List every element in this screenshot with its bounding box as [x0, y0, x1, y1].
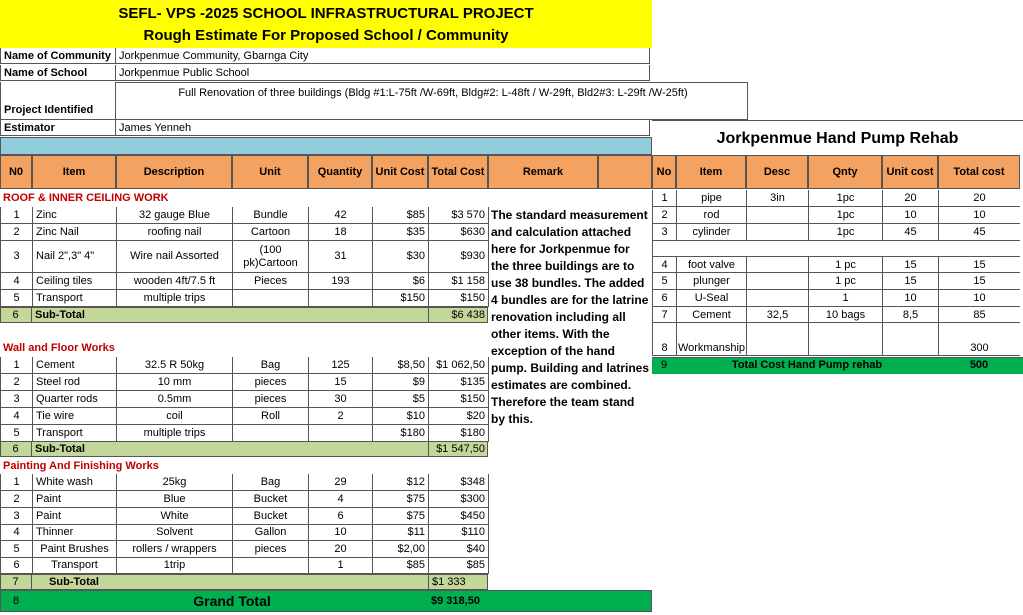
- table-cell: 18: [308, 224, 372, 241]
- table-cell: Solvent: [116, 524, 232, 541]
- table-cell: multiple trips: [116, 290, 232, 307]
- info-value: Jorkpenmue Community, Gbarnga City: [116, 48, 650, 64]
- table-cell: $8,50: [372, 357, 428, 374]
- table-cell: Thinner: [32, 524, 116, 541]
- column-header-total_cost: Total Cost: [428, 155, 488, 189]
- table-cell: $630: [428, 224, 488, 241]
- table-cell: Tie wire: [32, 408, 116, 425]
- table-cell: 32 gauge Blue: [116, 207, 232, 224]
- table-cell: 42: [308, 207, 372, 224]
- table-cell: roofing nail: [116, 224, 232, 241]
- info-label: Name of School: [0, 65, 116, 81]
- table-cell: 1: [308, 557, 372, 574]
- pump-cell: plunger: [676, 273, 746, 290]
- pump-cell: 1: [652, 190, 676, 207]
- table-cell: $3 570: [428, 207, 488, 224]
- table-cell: 4: [0, 524, 32, 541]
- column-header-unit_cost: Unit Cost: [372, 155, 428, 189]
- pump-cell: [746, 257, 808, 273]
- pump-cell: [746, 273, 808, 290]
- table-cell: [232, 290, 308, 307]
- pump-cell: 15: [882, 273, 938, 290]
- table-cell: 1: [0, 357, 32, 374]
- pump-cell: 10: [882, 290, 938, 307]
- subtotal-value: $1 547,50: [428, 441, 488, 457]
- table-cell: 2: [0, 374, 32, 391]
- table-cell: Steel rod: [32, 374, 116, 391]
- table-cell: $348: [428, 474, 488, 491]
- table-cell: $110: [428, 524, 488, 541]
- subtotal-no: 7: [0, 574, 32, 590]
- table-cell: 3: [0, 391, 32, 408]
- column-header-quantity: Quantity: [308, 155, 372, 189]
- table-cell: Transport: [32, 290, 116, 307]
- table-cell: 29: [308, 474, 372, 491]
- table-cell: Transport: [32, 557, 116, 574]
- table-cell: $450: [428, 508, 488, 525]
- table-cell: $11: [372, 524, 428, 541]
- table-cell: rollers / wrappers: [116, 541, 232, 558]
- info-value: Full Renovation of three buildings (Bldg #1:L-75ft /W-69ft, Bldg#2: L-48ft / W-29ft, Bld2#3: L-29ft /W-25ft): [116, 82, 748, 120]
- table-cell: $20: [428, 408, 488, 425]
- info-label: Estimator: [0, 120, 116, 136]
- pump-cell: 10: [938, 290, 1020, 307]
- table-cell: 5: [0, 290, 32, 307]
- table-cell: 6: [308, 508, 372, 525]
- pump-header-qnty: Qnty: [808, 155, 882, 189]
- table-cell: $180: [372, 425, 428, 442]
- pump-cell: 7: [652, 307, 676, 323]
- pump-cell: 1pc: [808, 224, 882, 241]
- table-cell: Transport: [32, 425, 116, 442]
- table-cell: Cement: [32, 357, 116, 374]
- table-cell: Bucket: [232, 508, 308, 525]
- table-cell: 2: [308, 408, 372, 425]
- table-cell: White wash: [32, 474, 116, 491]
- grand-no: 8: [12, 595, 20, 607]
- table-cell: Paint: [32, 508, 116, 525]
- table-cell: Bundle: [232, 207, 308, 224]
- title-line1: SEFL- VPS -2025 SCHOOL INFRASTRUCTURAL PROJECT: [118, 5, 534, 22]
- pump-header-desc: Desc: [746, 155, 808, 189]
- table-cell: $1 062,50: [428, 357, 488, 374]
- grand-value: $9 318,50: [431, 595, 480, 607]
- table-cell: $9: [372, 374, 428, 391]
- column-header-description: Description: [116, 155, 232, 189]
- table-cell: [308, 425, 372, 442]
- table-cell: $35: [372, 224, 428, 241]
- table-cell: 2: [0, 491, 32, 508]
- divider: [488, 541, 489, 558]
- table-cell: 193: [308, 273, 372, 290]
- pump-total-value: 500: [969, 359, 989, 371]
- divider: [488, 491, 489, 508]
- pump-cell: 300: [938, 323, 1020, 356]
- column-header-unit: Unit: [232, 155, 308, 189]
- column-header-blank: [598, 155, 652, 189]
- table-cell: multiple trips: [116, 425, 232, 442]
- table-cell: coil: [116, 408, 232, 425]
- table-cell: $30: [372, 241, 428, 273]
- table-cell: $135: [428, 374, 488, 391]
- table-cell: $75: [372, 508, 428, 525]
- table-cell: Quarter rods: [32, 391, 116, 408]
- table-cell: $300: [428, 491, 488, 508]
- subtotal-label: Sub-Total: [35, 309, 85, 321]
- table-cell: [232, 557, 308, 574]
- info-value: Jorkpenmue Public School: [116, 65, 650, 81]
- pump-cell: 3: [652, 224, 676, 241]
- pump-blank-row: [652, 241, 1020, 257]
- column-header-item: Item: [32, 155, 116, 189]
- table-cell: $1 158: [428, 273, 488, 290]
- info-value: James Yenneh: [116, 120, 650, 136]
- pump-cell: 3in: [746, 190, 808, 207]
- table-cell: 30: [308, 391, 372, 408]
- pump-cell: 4: [652, 257, 676, 273]
- pump-cell: 1 pc: [808, 257, 882, 273]
- table-cell: Wire nail Assorted: [116, 241, 232, 273]
- table-cell: Bag: [232, 474, 308, 491]
- table-cell: $150: [428, 290, 488, 307]
- divider: [488, 524, 489, 541]
- pump-cell: 10: [882, 207, 938, 224]
- pump-cell: rod: [676, 207, 746, 224]
- table-cell: 4: [308, 491, 372, 508]
- pump-cell: 8: [652, 323, 676, 356]
- subtotal-value: $6 438: [428, 307, 488, 323]
- pump-cell: 6: [652, 290, 676, 307]
- pump-cell: pipe: [676, 190, 746, 207]
- pump-cell: 85: [938, 307, 1020, 323]
- table-cell: $10: [372, 408, 428, 425]
- pump-cell: [746, 207, 808, 224]
- pump-cell: 10: [938, 207, 1020, 224]
- remark-text: The standard measurement and calculation attached here for Jorkpenmue for the three buildings are to use 38 bundles. The added 4 bundles are for the latrine renovation including all other items. With the exception of the hand pump. Building and latrines estimates are combined. Therefore the team stand by this.: [491, 208, 649, 426]
- table-cell: $180: [428, 425, 488, 442]
- table-cell: 5: [0, 425, 32, 442]
- table-cell: [232, 425, 308, 442]
- table-cell: $75: [372, 491, 428, 508]
- table-cell: [308, 290, 372, 307]
- table-cell: $5: [372, 391, 428, 408]
- pump-cell: 15: [938, 273, 1020, 290]
- pump-header-unit_cost: Unit cost: [882, 155, 938, 189]
- pump-cell: 1 pc: [808, 273, 882, 290]
- table-cell: 10 mm: [116, 374, 232, 391]
- table-cell: $6: [372, 273, 428, 290]
- table-cell: 1trip: [116, 557, 232, 574]
- info-label: Name of Community: [0, 48, 116, 64]
- table-cell: $85: [428, 557, 488, 574]
- table-cell: $150: [372, 290, 428, 307]
- table-cell: 2: [0, 224, 32, 241]
- pump-header-no: No: [652, 155, 676, 189]
- band: [0, 137, 652, 155]
- subtotal-no: 6: [0, 307, 32, 323]
- table-cell: $150: [428, 391, 488, 408]
- table-cell: White: [116, 508, 232, 525]
- pump-header-item: Item: [676, 155, 746, 189]
- table-cell: Paint: [32, 491, 116, 508]
- subtotal-label: Sub-Total: [35, 443, 85, 455]
- pump-cell: 20: [882, 190, 938, 207]
- table-cell: 3: [0, 241, 32, 273]
- table-cell: 32.5 R 50kg: [116, 357, 232, 374]
- pump-cell: 10 bags: [808, 307, 882, 323]
- pump-title: Jorkpenmue Hand Pump Rehab: [652, 120, 1023, 156]
- table-cell: 1: [0, 207, 32, 224]
- table-cell: Zinc Nail: [32, 224, 116, 241]
- table-cell: 125: [308, 357, 372, 374]
- table-cell: $85: [372, 557, 428, 574]
- subtotal-value: $1 333: [428, 574, 488, 590]
- pump-cell: U-Seal: [676, 290, 746, 307]
- table-cell: Bag: [232, 357, 308, 374]
- table-cell: Cartoon: [232, 224, 308, 241]
- table-cell: 10: [308, 524, 372, 541]
- section-title-paint: Painting And Finishing Works: [3, 460, 159, 472]
- table-cell: $2,00: [372, 541, 428, 558]
- table-cell: $930: [428, 241, 488, 273]
- subtotal-no: 6: [0, 441, 32, 457]
- pump-cell: 45: [882, 224, 938, 241]
- pump-cell: 20: [938, 190, 1020, 207]
- table-cell: (100 pk)Cartoon: [232, 241, 308, 273]
- pump-cell: 8,5: [882, 307, 938, 323]
- pump-cell: Cement: [676, 307, 746, 323]
- section-title-wall: Wall and Floor Works: [3, 342, 115, 354]
- table-cell: $40: [428, 541, 488, 558]
- table-cell: 6: [0, 557, 32, 574]
- table-cell: 3: [0, 508, 32, 525]
- subtotal-label: Sub-Total: [49, 576, 99, 588]
- table-cell: 15: [308, 374, 372, 391]
- pump-cell: [882, 323, 938, 356]
- divider: [488, 474, 489, 491]
- table-cell: pieces: [232, 374, 308, 391]
- table-cell: $12: [372, 474, 428, 491]
- pump-total-no: 9: [660, 359, 668, 371]
- table-cell: 5: [0, 541, 32, 558]
- column-header-no: N0: [0, 155, 32, 189]
- table-cell: 31: [308, 241, 372, 273]
- info-label: Project Identified: [0, 82, 116, 120]
- table-cell: Ceiling tiles: [32, 273, 116, 290]
- table-cell: Gallon: [232, 524, 308, 541]
- pump-cell: 15: [938, 257, 1020, 273]
- table-cell: 4: [0, 273, 32, 290]
- pump-cell: [746, 224, 808, 241]
- divider: [488, 508, 489, 525]
- title-line2: Rough Estimate For Proposed School / Community: [143, 27, 509, 44]
- pump-cell: [746, 323, 808, 356]
- pump-cell: 32,5: [746, 307, 808, 323]
- column-header-remark: Remark: [488, 155, 598, 189]
- pump-total-label: Total Cost Hand Pump rehab: [731, 359, 883, 371]
- pump-cell: 1pc: [808, 190, 882, 207]
- table-cell: Roll: [232, 408, 308, 425]
- pump-cell: 1pc: [808, 207, 882, 224]
- table-cell: Bucket: [232, 491, 308, 508]
- pump-cell: [808, 323, 882, 356]
- table-cell: wooden 4ft/7.5 ft: [116, 273, 232, 290]
- pump-cell: [746, 290, 808, 307]
- pump-cell: 45: [938, 224, 1020, 241]
- pump-cell: cylinder: [676, 224, 746, 241]
- table-cell: pieces: [232, 541, 308, 558]
- table-cell: Blue: [116, 491, 232, 508]
- pump-cell: 1: [808, 290, 882, 307]
- pump-cell: Workmanship: [676, 323, 746, 356]
- table-cell: 1: [0, 474, 32, 491]
- divider: [488, 557, 489, 574]
- pump-header-total_cost: Total cost: [938, 155, 1020, 189]
- pump-cell: foot valve: [676, 257, 746, 273]
- table-cell: $85: [372, 207, 428, 224]
- section-title-roof: ROOF & INNER CEILING WORK: [3, 192, 169, 204]
- table-cell: pieces: [232, 391, 308, 408]
- grand-label: Grand Total: [193, 593, 271, 609]
- table-cell: 0.5mm: [116, 391, 232, 408]
- table-cell: Pieces: [232, 273, 308, 290]
- pump-cell: 15: [882, 257, 938, 273]
- table-cell: 25kg: [116, 474, 232, 491]
- table-cell: 20: [308, 541, 372, 558]
- table-cell: 4: [0, 408, 32, 425]
- table-cell: Zinc: [32, 207, 116, 224]
- pump-cell: 5: [652, 273, 676, 290]
- table-cell: Paint Brushes: [32, 541, 116, 558]
- pump-cell: 2: [652, 207, 676, 224]
- table-cell: Nail 2",3" 4": [32, 241, 116, 273]
